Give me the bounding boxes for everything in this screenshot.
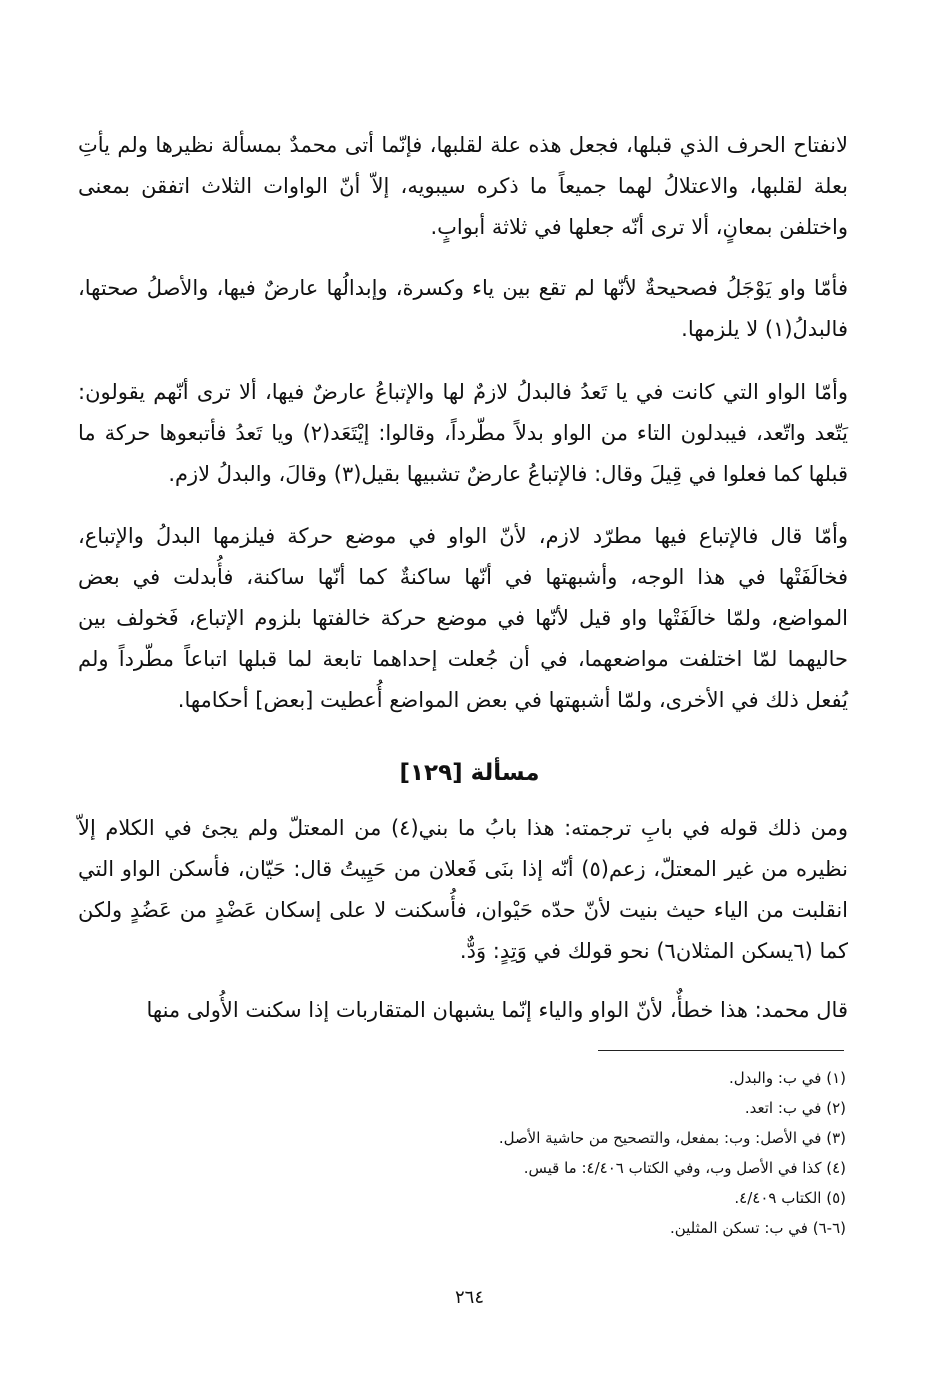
footnote-5: (٥) الكتاب ٤/٤٠٩. <box>734 1189 846 1207</box>
footnote-3: (٣) في الأصل: وب: بمفعل، والتصحيح من حاشية الأصل. <box>498 1129 846 1147</box>
paragraph-1: لانفتاح الحرف الذي قبلها، فجعل هذه علة لقلبها، فإنّما أتى محمدٌ بمسألة نظيرها ولم يأتِ بعلة لقلبها، والاعتلالُ لهما جميعاً ما ذكره سيبويه، إلاّ أنّ الواوات الثلاث اتفقن بمعنى واختلفن بمعانٍ، ألا ترى أنّه جعلها في ثلاثة أبوابٍ. <box>78 133 848 239</box>
section-heading: مسألة [١٢٩] <box>399 760 540 786</box>
paragraph-2: فأمّا واو يَوْجَلُ فصحيحةٌ لأنّها لم تقع بين ياء وكسرة، وإبدالُها عارضٌ فيها، والأصلُ صحتها، فالبدلُ(١) لا يلزمها. <box>78 276 848 341</box>
paragraph-4: وأمّا قال فالإتباع فيها مطرّد لازم، لأنّ الواو في موضع حركة فيلزمها البدلُ والإتباع، فخالَفَتْها في هذا الوجه، وأشبهتها في أنّها ساكنةٌ كما أنّها ساكنة، فأُبدلت في بعض المواضع، ولمّا خالَفَتْها واو قيل لأنّها في موضع حركة خالفتها بلزوم الإتباع، فَخولف بين حاليهما لمّا اختلفت مواضعهما، في أن جُعلت إحداهما تابعة لما قبلها اتباعاً مطّرداً ولم يُفعل ذلك في الأخرى، ولمّا أشبهتها في بعض المواضع أُعطيت [بعض] أحكامها. <box>78 524 848 712</box>
footnotes <box>226 1063 846 1243</box>
footnote-2: (٢) في ب: اتعد. <box>744 1099 846 1117</box>
footnote-divider <box>598 1050 844 1051</box>
page-number: ٢٦٤ <box>454 1287 484 1308</box>
footnote-1: (١) في ب: والبدل. <box>729 1069 846 1087</box>
paragraph-3: وأمّا الواو التي كانت في يا تَعدُ فالبدلُ لازمٌ لها والإتباعُ عارضٌ فيها، ألا ترى أنّهم يقولون: يَتّعد واتّعد، فيبدلون التاء من الواو بدلاً مطّرداً، وقالوا: إيْتَعَد(٢) ويا تَعدُ فأتبعوها حركة ما قبلها كما فعلوا في قِيلَ وقال: فالإتباعُ عارضٌ تشبيها بقيل(٣) وقالَ، والبدلُ لازم. <box>78 380 848 486</box>
footnote-4: (٤) كذا في الأصل وب، وفي الكتاب ٤/٤٠٦: ما قيس. <box>523 1159 846 1177</box>
footnote-6: (٦-٦) في ب: تسكن المثلين. <box>669 1219 846 1237</box>
paragraph-5: ومن ذلك قوله في بابِ ترجمته: هذا بابُ ما بني(٤) من المعتلّ ولم يجئ في الكلام إلاّ نظيره من غير المعتلّ، زعم(٥) أنّه إذا بنَى فَعلان من حَيِيتُ قال: حَيّان، فأسكن الواو التي انقلبت من الياء حيث بنيت لأنّ حدّه حَيْوان، فأُسكنت لا على إسكان عَضْدٍ من عَضُدٍ ولكن كما (٦يسكن المثلان٦) نحو قولك في وَتِدٍ: وَدٌّ. <box>78 816 848 963</box>
paragraph-6: قال محمد: هذا خطأٌ، لأنّ الواو والياء إنّما يشبهان المتقاربات إذا سكنت الأُولى منها <box>146 998 848 1022</box>
